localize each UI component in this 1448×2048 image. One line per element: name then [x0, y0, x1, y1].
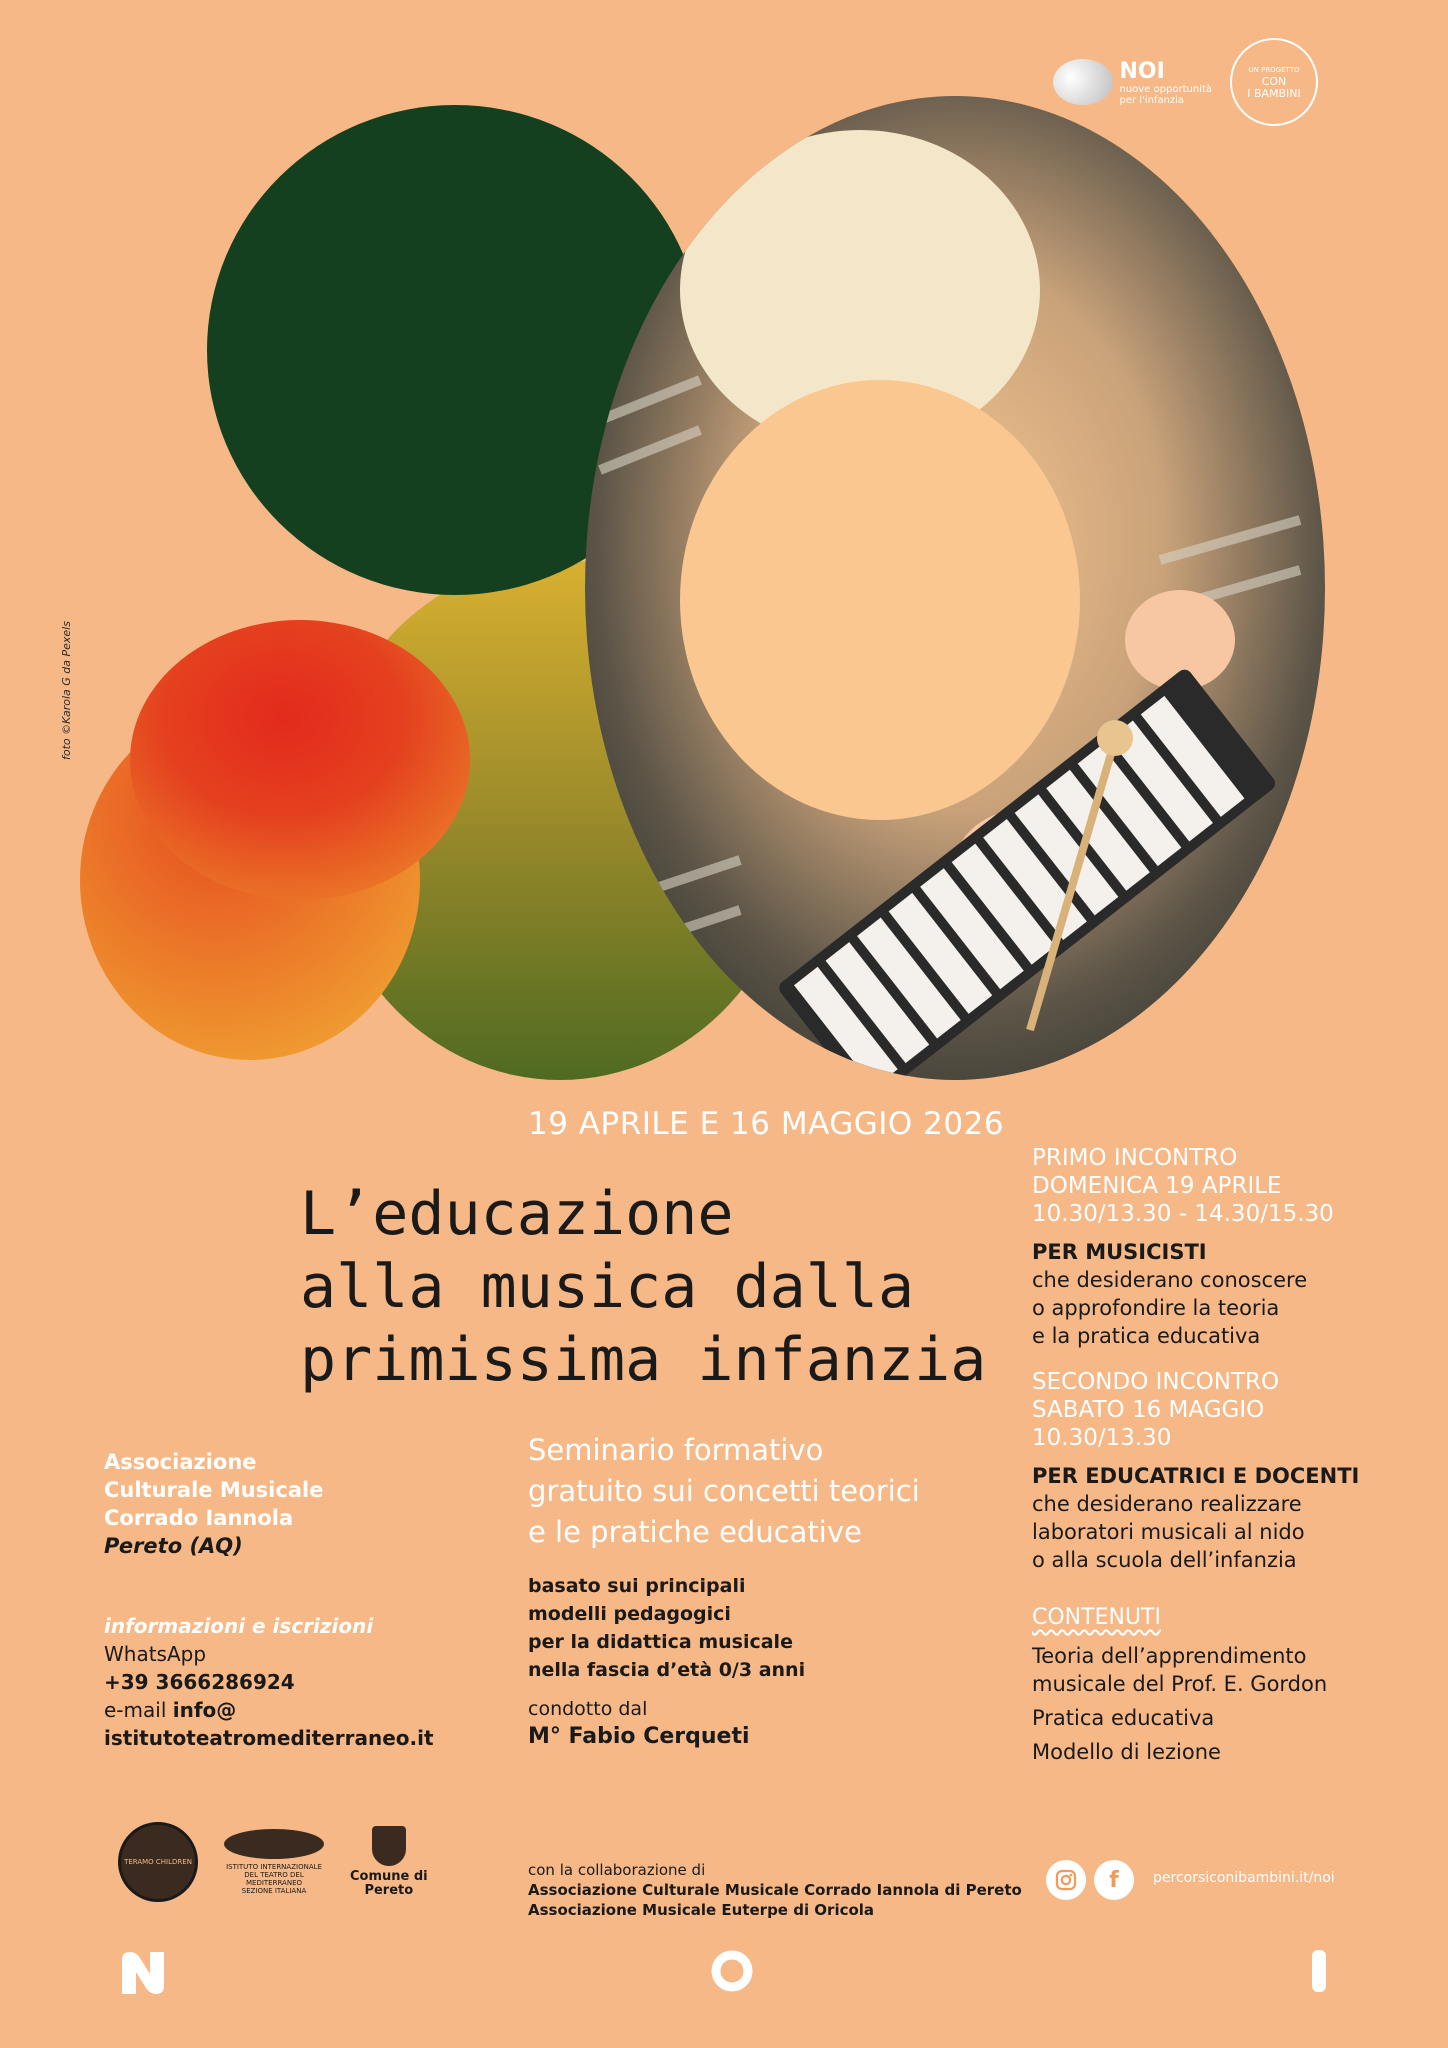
website-link[interactable]: percorsiconibambini.it/noi [1153, 1870, 1335, 1886]
second-meeting-date: SABATO 16 MAGGIO [1032, 1397, 1265, 1423]
first-meeting [1032, 1144, 1412, 1350]
second-meeting [1032, 1368, 1412, 1574]
phone-number[interactable]: +39 3666286924 [104, 1670, 295, 1694]
itm-line: SEZIONE ITALIANA [241, 1887, 307, 1895]
title-line: L’educazione [300, 1179, 734, 1249]
contents [1032, 1604, 1412, 1766]
schedule-column [1032, 1144, 1412, 1766]
cib-line-1: UN PROGETTO [1248, 66, 1300, 74]
main-title [300, 1178, 986, 1397]
organizer-line: Culturale Musicale [104, 1478, 324, 1502]
subtitle-line: gratuito sui concetti teorici [528, 1474, 920, 1508]
first-meeting-audience: PER MUSICISTI [1032, 1240, 1207, 1264]
basis-line: nella fascia d’età 0/3 anni [528, 1659, 806, 1681]
email-label: e-mail [104, 1698, 167, 1722]
photo-credit: foto ©Karola G da Pexels [60, 621, 73, 760]
teramo-children-logo [118, 1822, 198, 1902]
event-dates: 19 APRILE E 16 MAGGIO 2026 [528, 1106, 1005, 1142]
contact-info [104, 1612, 434, 1752]
second-meeting-desc: o alla scuola dell’infanzia [1032, 1548, 1297, 1572]
contents-item: Pratica educativa [1032, 1706, 1215, 1730]
second-meeting-time: 10.30/13.30 [1032, 1425, 1172, 1451]
subtitle-line: Seminario formativo [528, 1433, 824, 1467]
title-line: alla musica dalla [300, 1252, 915, 1322]
info-heading: informazioni e iscrizioni [104, 1614, 374, 1638]
ship-icon [224, 1829, 324, 1859]
crest-icon [372, 1826, 406, 1866]
first-meeting-time: 10.30/13.30 - 14.30/15.30 [1032, 1201, 1334, 1227]
second-meeting-audience: PER EDUCATRICI E DOCENTI [1032, 1464, 1360, 1488]
collaboration [528, 1860, 1022, 1920]
collaboration-intro: con la collaborazione di [528, 1861, 706, 1879]
basis-line: per la didattica musicale [528, 1631, 793, 1653]
contents-heading: CONTENUTI [1032, 1605, 1161, 1630]
cib-line-2: CON [1261, 75, 1287, 88]
first-meeting-heading: PRIMO INCONTRO [1032, 1145, 1238, 1171]
noi-letter-i-icon [1312, 1950, 1326, 1992]
instagram-icon[interactable] [1046, 1860, 1086, 1900]
first-meeting-desc: e la pratica educativa [1032, 1324, 1261, 1348]
organizer-line: Corrado Iannola [104, 1506, 294, 1530]
noi-logo-name: NOI [1119, 58, 1165, 84]
organizer-line: Associazione [104, 1450, 257, 1474]
email-part-2[interactable]: istitutoteatromediterraneo.it [104, 1726, 434, 1750]
istituto-teatro-logo [224, 1829, 324, 1895]
noi-letter-n-icon [118, 1948, 168, 1998]
itm-line: ISTITUTO INTERNAZIONALE [226, 1863, 322, 1871]
facebook-icon[interactable]: f [1094, 1860, 1134, 1900]
con-i-bambini-logo [1230, 38, 1318, 126]
organizer [104, 1448, 323, 1560]
itm-line: DEL TEATRO DEL MEDITERRANEO [244, 1871, 304, 1887]
collaboration-partner: Associazione Musicale Euterpe di Oricola [528, 1901, 875, 1919]
noi-logo-mark [1053, 59, 1113, 105]
comune-pereto-logo [350, 1826, 428, 1898]
red-shape [130, 620, 470, 900]
teramo-children-text: TERAMO CHILDREN [124, 1858, 192, 1866]
whatsapp-label: WhatsApp [104, 1642, 207, 1666]
subtitle-line: e le pratiche educative [528, 1515, 862, 1549]
comune-line: Pereto [364, 1883, 414, 1898]
conductor-label: condotto dal [528, 1698, 648, 1720]
second-meeting-heading: SECONDO INCONTRO [1032, 1369, 1280, 1395]
comune-line: Comune di [350, 1869, 428, 1884]
noi-logo [1053, 59, 1212, 106]
noi-logo-tagline-1: nuove opportunità [1119, 83, 1212, 95]
basis-line: modelli pedagogici [528, 1603, 731, 1625]
collaboration-partner: Associazione Culturale Musicale Corrado Iannola di Pereto [528, 1881, 1022, 1899]
cib-line-3: I BAMBINI [1247, 87, 1301, 100]
subtitle [528, 1430, 920, 1553]
social-links [1046, 1860, 1134, 1900]
seminar-basis [528, 1572, 805, 1684]
conductor-name: M° Fabio Cerqueti [528, 1724, 750, 1749]
top-logos [1053, 38, 1318, 126]
email-part-1[interactable]: info@ [172, 1698, 237, 1722]
first-meeting-desc: che desiderano conoscere [1032, 1268, 1308, 1292]
second-meeting-desc: che desiderano realizzare [1032, 1492, 1302, 1516]
basis-line: basato sui principali [528, 1575, 746, 1597]
noi-logo-tagline-2: per l'infanzia [1119, 94, 1185, 106]
partner-logos [118, 1822, 428, 1902]
first-meeting-date: DOMENICA 19 APRILE [1032, 1173, 1282, 1199]
contents-item: Modello di lezione [1032, 1740, 1221, 1764]
organizer-place: Pereto (AQ) [104, 1534, 243, 1558]
contents-item: musicale del Prof. E. Gordon [1032, 1672, 1328, 1696]
title-line: primissima infanzia [300, 1325, 987, 1395]
contents-item: Teoria dell’apprendimento [1032, 1644, 1307, 1668]
first-meeting-desc: o approfondire la teoria [1032, 1296, 1280, 1320]
second-meeting-desc: laboratori musicali al nido [1032, 1520, 1305, 1544]
noi-letter-o-icon [711, 1950, 753, 1992]
